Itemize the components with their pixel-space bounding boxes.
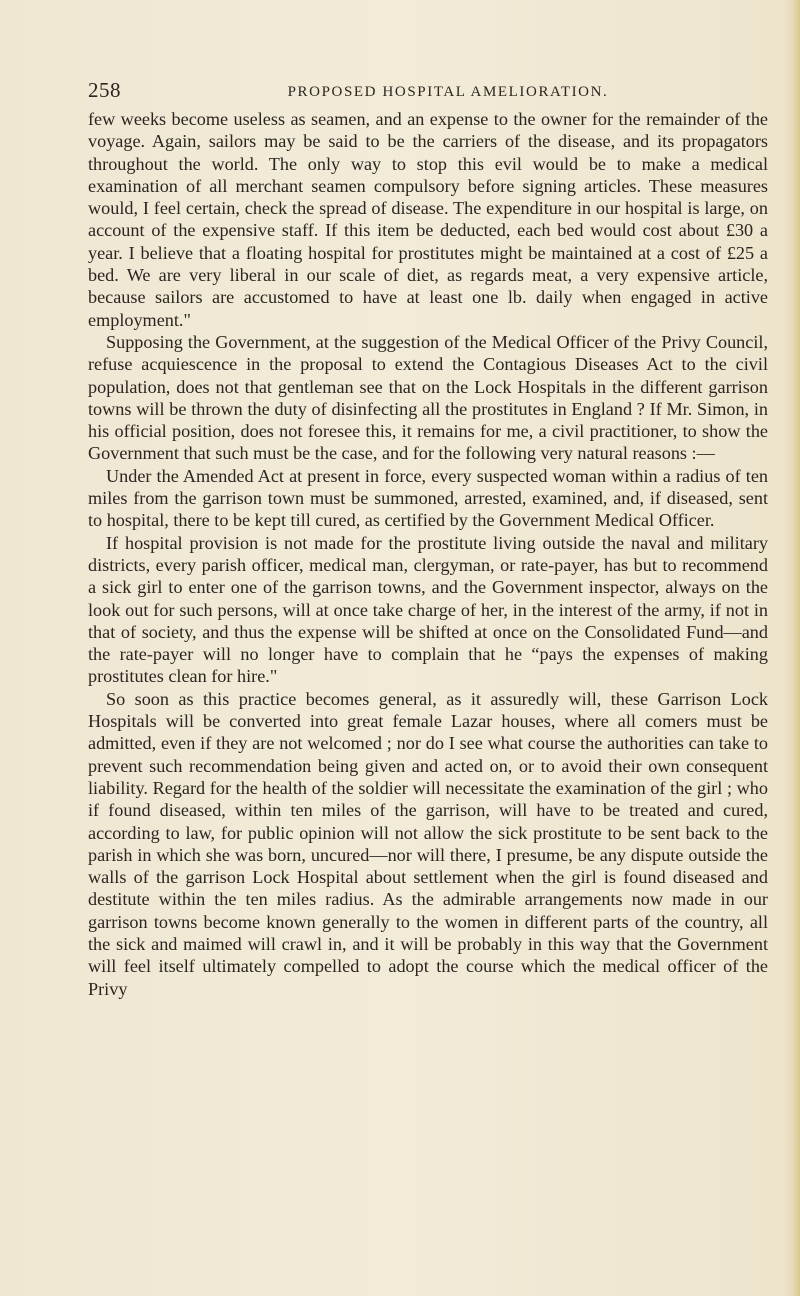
paragraph: Under the Amended Act at present in force, every suspected woman within a radius of ten miles from the garrison town must be summoned, arrested, examined, and, if diseased, sent to hospital, there to be kept till cured, as certified by the Government Medical Officer. — [88, 465, 768, 531]
page-header — [88, 78, 768, 108]
body-text — [88, 108, 768, 1000]
page-edge — [782, 0, 800, 1296]
running-head: PROPOSED HOSPITAL AMELIORATION. — [287, 84, 609, 100]
paragraph: So soon as this practice becomes general, as it assuredly will, these Garrison Lock Hospitals will be converted into great female Lazar houses, where all comers must be admitted, even if they are not welcomed ; nor do I see what course the authorities can take to prevent such recommendation being given and acted on, or to avoid their own consequent liability. Regard for the health of the soldier will necessitate the examination of the girl ; who if found diseased, within ten miles of the garrison, will have to be treated and cured, according to law, for public opinion will not allow the sick prostitute to be sent back to the parish in which she was born, uncured—nor will there, I presume, be any dispute outside the walls of the garrison Lock Hospital about settlement when the girl is found diseased and destitute within the ten miles radius. As the admirable arrangements now made in our garrison towns become known generally to the women in different parts of the country, all the sick and maimed will crawl in, and it will be probably in this way that the Government will feel itself ultimately compelled to adopt the course which the medical officer of the Privy — [88, 688, 768, 999]
paragraph: few weeks become useless as seamen, and an expense to the owner for the remainder of the voyage. Again, sailors may be said to be the carriers of the disease, and its propagators throughout the world. The only way to stop this evil would be to make a medical examination of all merchant seamen compulsory before signing articles. These measures would, I feel certain, check the spread of disease. The expenditure in our hospital is large, on account of the expensive staff. If this item be deducted, each bed would cost about £30 a year. I believe that a floating hospital for prostitutes might be maintained at a cost of £25 a bed. We are very liberal in our scale of diet, as regards meat, a very expensive article, because sailors are accustomed to have at least one lb. daily when engaged in active employment." — [88, 109, 768, 330]
paragraph: Supposing the Government, at the suggestion of the Medical Officer of the Privy Council, refuse acquiescence in the proposal to extend the Contagious Diseases Act to the civil population, does not that gentleman see that on the Lock Hospitals in the different garrison towns will be thrown the duty of disinfecting all the prostitutes in England ? If Mr. Simon, in his official position, does not foresee this, it remains for me, a civil practitioner, to show the Government that such must be the case, and for the following very natural reasons :— — [88, 331, 768, 464]
paragraph: If hospital provision is not made for the prostitute living outside the naval and military districts, every parish officer, medical man, clergyman, or rate-payer, has but to recommend a sick girl to enter one of the garrison towns, and the Government inspector, always on the look out for such persons, will at once take charge of her, in the interest of the army, if not in that of society, and thus the expense will be shifted at once on the Consolidated Fund—and the rate-payer will no longer have to complain that he “pays the expenses of making prostitutes clean for hire." — [88, 532, 768, 687]
page-number: 258 — [88, 78, 121, 102]
